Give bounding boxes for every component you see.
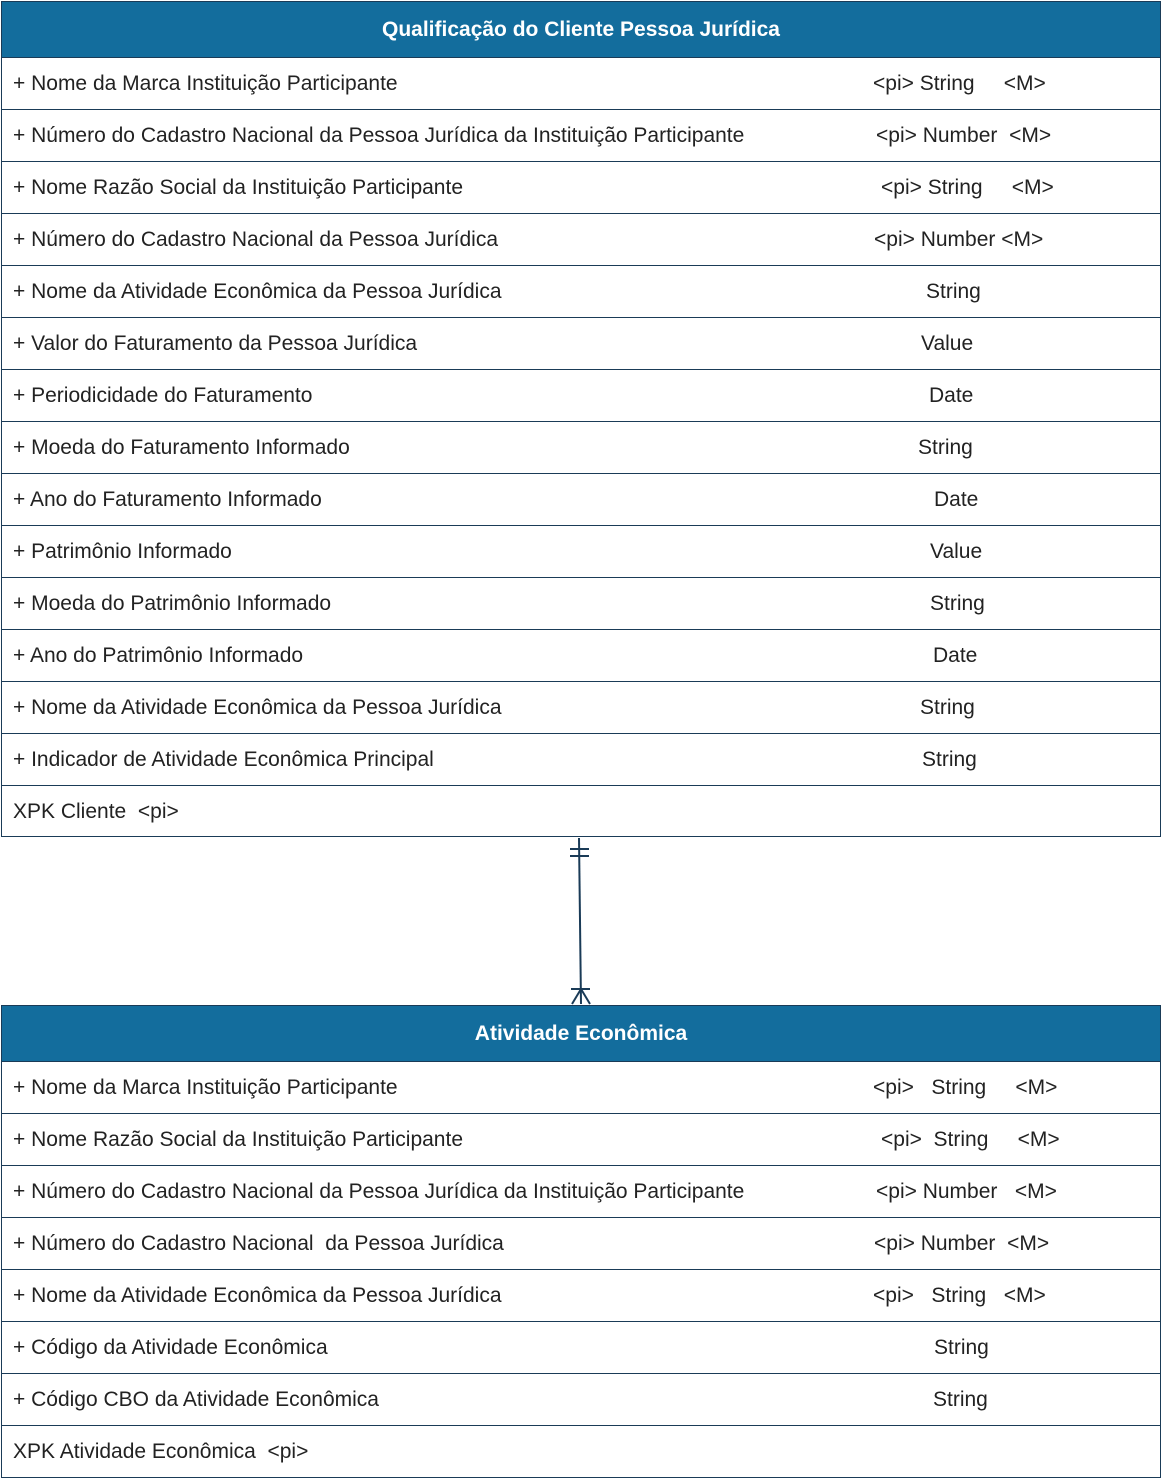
- attribute-type: Value: [921, 332, 974, 355]
- attribute-name: + Moeda do Patrimônio Informado: [13, 592, 332, 615]
- attribute-type: String: [920, 696, 975, 719]
- attribute-type: <pi> String <M>: [873, 1284, 1046, 1307]
- crows-foot-right: [581, 989, 590, 1004]
- key-row: [2, 1426, 1160, 1478]
- attribute-name: + Periodicidade do Faturamento: [13, 384, 313, 407]
- crows-foot-left: [572, 989, 581, 1004]
- attribute-name: + Nome da Marca Instituição Participante: [13, 72, 398, 95]
- primary-key-label: XPK Atividade Econômica <pi>: [13, 1440, 309, 1463]
- attribute-type: Date: [929, 384, 974, 407]
- attribute-type: String: [926, 280, 981, 303]
- attribute-name: + Número do Cadastro Nacional da Pessoa Jurídica: [13, 1232, 504, 1255]
- attribute-name: + Nome da Atividade Econômica da Pessoa Jurídica: [13, 280, 502, 303]
- attribute-name: + Valor do Faturamento da Pessoa Jurídica: [13, 332, 418, 355]
- attribute-name: + Número do Cadastro Nacional da Pessoa Jurídica da Instituição Participante: [13, 1180, 745, 1203]
- entity-atividade-economica: [1, 1005, 1161, 1478]
- attribute-row: [2, 1218, 1160, 1270]
- attribute-type: Date: [934, 488, 979, 511]
- attribute-row: [2, 1114, 1160, 1166]
- attribute-type: <pi> Number <M>: [876, 1180, 1057, 1203]
- attribute-type: <pi> String <M>: [881, 176, 1054, 199]
- attribute-name: + Nome da Marca Instituição Participante: [13, 1076, 398, 1099]
- attribute-type: String: [918, 436, 973, 459]
- attribute-type: <pi> Number <M>: [874, 1232, 1050, 1255]
- attribute-name: + Nome Razão Social da Instituição Participante: [13, 1128, 463, 1151]
- attribute-type: String: [930, 592, 985, 615]
- attribute-type: <pi> Number <M>: [874, 228, 1044, 251]
- relationship-line: [579, 838, 581, 1004]
- attribute-row: [2, 1270, 1160, 1322]
- attribute-name: + Código da Atividade Econômica: [13, 1336, 328, 1359]
- attribute-name: + Indicador de Atividade Econômica Principal: [13, 748, 434, 771]
- attribute-name: + Nome da Atividade Econômica da Pessoa Jurídica: [13, 696, 502, 719]
- attribute-name: + Ano do Faturamento Informado: [13, 488, 322, 511]
- attribute-type: Value: [930, 540, 983, 563]
- primary-key-label: XPK Cliente <pi>: [13, 800, 179, 823]
- attribute-name: + Ano do Patrimônio Informado: [13, 644, 304, 667]
- attribute-row: [2, 1374, 1160, 1426]
- attribute-type: Date: [933, 644, 978, 667]
- attribute-type: <pi> String <M>: [881, 1128, 1060, 1151]
- attribute-type: <pi> Number <M>: [876, 124, 1052, 147]
- attribute-name: + Moeda do Faturamento Informado: [13, 436, 350, 459]
- attribute-name: + Nome da Atividade Econômica da Pessoa Jurídica: [13, 1284, 502, 1307]
- attribute-name: + Nome Razão Social da Instituição Participante: [13, 176, 463, 199]
- attribute-type: <pi> String <M>: [873, 1076, 1058, 1099]
- attribute-type: String: [934, 1336, 989, 1359]
- entity-title: Qualificação do Cliente Pessoa Jurídica: [2, 2, 1160, 58]
- attribute-type: <pi> String <M>: [873, 72, 1046, 95]
- attribute-name: + Código CBO da Atividade Econômica: [13, 1388, 379, 1411]
- attribute-row: [2, 1166, 1160, 1218]
- attribute-name: + Número do Cadastro Nacional da Pessoa Jurídica da Instituição Participante: [13, 124, 745, 147]
- entity-title: Atividade Econômica: [2, 1006, 1160, 1062]
- attribute-type: String: [922, 748, 977, 771]
- attribute-type: String: [933, 1388, 988, 1411]
- attribute-name: + Número do Cadastro Nacional da Pessoa Jurídica: [13, 228, 499, 251]
- attribute-name: + Patrimônio Informado: [13, 540, 232, 563]
- attribute-row: [2, 1322, 1160, 1374]
- attribute-row: [2, 1062, 1160, 1114]
